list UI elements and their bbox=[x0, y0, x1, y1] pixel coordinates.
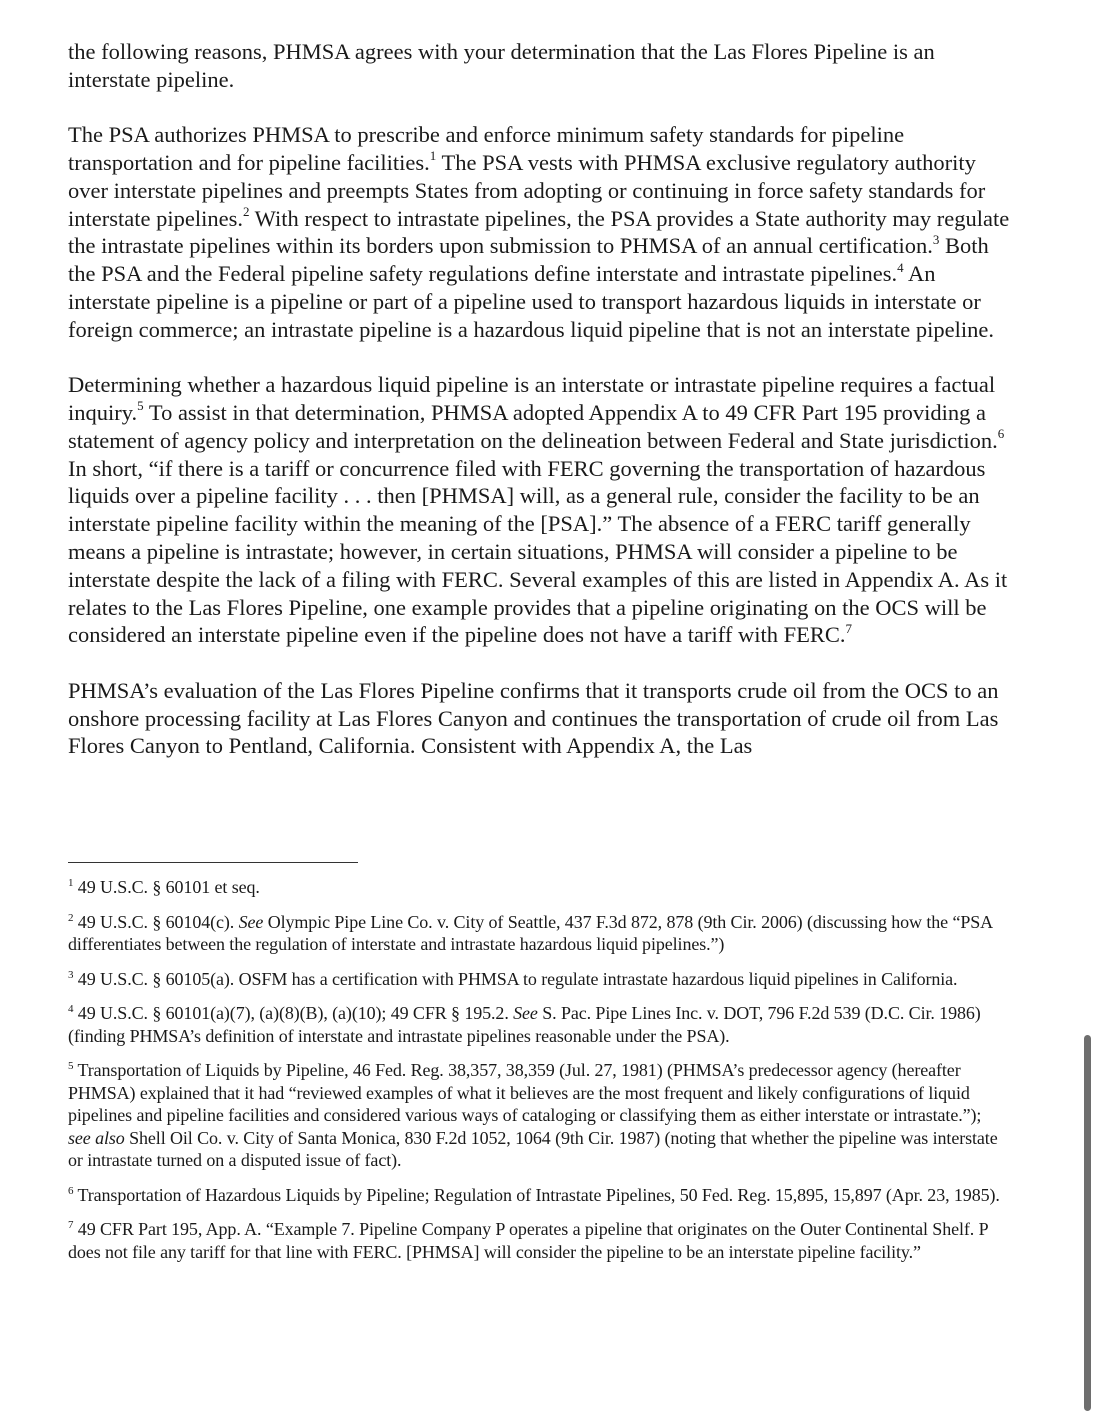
footnote-reference: 7 bbox=[845, 620, 852, 636]
text-run: Shell Oil Co. v. City of Santa Monica, 830 F.2d 1052, 1064 (9th Cir. 1987) (noting that whether the pipeline was interstate or intrastate turned on a disputed issue of fact). bbox=[68, 1127, 998, 1170]
footnote-reference: 5 bbox=[68, 1060, 74, 1072]
document-body bbox=[68, 38, 1018, 760]
italic-text: See bbox=[238, 911, 264, 932]
italic-text: see also bbox=[68, 1127, 125, 1148]
text-run: To assist in that determination, PHMSA adopted Appendix A to 49 CFR Part 195 providing a statement of agency policy and interpretation on the delineation between Federal and State jurisdiction. bbox=[68, 399, 998, 453]
text-run: The PSA authorizes PHMSA to prescribe and enforce minimum safety standards for pipeline transportation and for pipeline facilities. bbox=[68, 122, 905, 175]
scrollbar-thumb[interactable] bbox=[1084, 1035, 1091, 1411]
text-run: 49 U.S.C. § 60104(c). bbox=[73, 911, 239, 932]
text-run: In short, “if there is a tariff or concurrence filed with FERC governing the transportation of hazardous liquids over a pipeline facility . . . then [PHMSA] will, as a general rule, consider the facility to be an interstate pipeline facility within the meaning of the [PSA].” The absence of a FERC tariff generally means a pipeline is intrastate; however, in certain situations, PHMSA will consider a pipeline to be interstate despite the lack of a filing with FERC. Several examples of this are listed in Appendix A. As it relates to the Las Flores Pipeline, one example provides that a pipeline originating on the OCS will be considered an interstate pipeline even if the pipeline does not have a tariff with FERC. bbox=[68, 455, 1008, 648]
footnote-reference: 1 bbox=[429, 148, 437, 164]
footnote-reference: 6 bbox=[68, 1184, 74, 1197]
footnote-reference: 2 bbox=[242, 204, 250, 220]
footnote bbox=[68, 1184, 1008, 1207]
body-paragraph bbox=[68, 121, 1018, 343]
text-run: S. Pac. Pipe Lines Inc. v. DOT, 796 F.2d 539 (D.C. Cir. 1986) (finding PHMSA’s definition of interstate and intrastate pipelines reasonable under the PSA). bbox=[68, 1003, 981, 1046]
body-paragraph bbox=[68, 371, 1018, 649]
text-run: Determining whether a hazardous liquid pipeline is an interstate or intrastate pipeline requires a factual inquiry. bbox=[68, 372, 996, 425]
footnote bbox=[68, 968, 1008, 991]
footnote bbox=[68, 1218, 1008, 1263]
footnote-reference: 6 bbox=[997, 426, 1005, 442]
footnotes bbox=[68, 876, 1008, 1275]
body-paragraph bbox=[68, 677, 1018, 760]
text-run: An interstate pipeline is a pipeline or part of a pipeline used to transport hazardous liquids in interstate or foreign commerce; an intrastate pipeline is a hazardous liquid pipeline that is not an interstate pipeline. bbox=[68, 261, 994, 342]
text-run: With respect to intrastate pipelines, the PSA provides a State authority may regulate the intrastate pipelines within its borders upon submission to PHMSA of an annual certification. bbox=[68, 205, 1010, 259]
body-paragraph bbox=[68, 38, 1018, 94]
text-run: Olympic Pipe Line Co. v. City of Seattle, 437 F.3d 872, 878 (9th Cir. 2006) (discussing how the “PSA differentiates between the regulation of interstate and intrastate hazardous liquid pipelines.”) bbox=[68, 911, 993, 954]
text-run: PHMSA’s evaluation of the Las Flores Pipeline confirms that it transports crude oil from the OCS to an onshore processing facility at Las Flores Canyon and continues the transportation of crude oil from Las Flores Canyon to Pentland, California. Consistent with Appendix A, the Las bbox=[68, 677, 999, 759]
text-run: 49 U.S.C. § 60101 et seq. bbox=[73, 877, 260, 897]
footnote-reference: 7 bbox=[68, 1219, 74, 1231]
footnote-reference: 3 bbox=[68, 968, 74, 981]
italic-text: See bbox=[513, 1003, 538, 1023]
footnote-reference: 4 bbox=[897, 259, 904, 275]
text-run: the following reasons, PHMSA agrees with your determination that the Las Flores Pipeline is an interstate pipeline. bbox=[68, 39, 935, 92]
footnote-separator bbox=[68, 862, 358, 863]
footnote-reference: 3 bbox=[932, 231, 940, 247]
footnote-reference: 4 bbox=[68, 1003, 74, 1015]
text-run: Transportation of Hazardous Liquids by Pipeline; Regulation of Intrastate Pipelines, 50 Fed. Reg. 15,895, 15,897 (Apr. 23, 1985). bbox=[73, 1184, 1000, 1205]
text-run: The PSA vests with PHMSA exclusive regulatory authority over interstate pipelines and preempts States from adopting or continuing in force safety standards for interstate pipelines. bbox=[68, 149, 986, 231]
footnote bbox=[68, 911, 1008, 956]
footnote bbox=[68, 876, 1008, 899]
text-run: 49 U.S.C. § 60105(a). OSFM has a certification with PHMSA to regulate intrastate hazardous liquid pipelines in California. bbox=[73, 968, 958, 989]
footnote bbox=[68, 1059, 1008, 1172]
footnote-reference: 2 bbox=[68, 911, 74, 924]
footnote-reference: 1 bbox=[68, 877, 74, 889]
text-run: Both the PSA and the Federal pipeline safety regulations define interstate and intrastate pipelines. bbox=[68, 233, 989, 287]
footnote-reference: 5 bbox=[137, 398, 144, 414]
text-run: Transportation of Liquids by Pipeline, 46 Fed. Reg. 38,357, 38,359 (Jul. 27, 1981) (PHMSA’s predecessor agency (hereafter PHMSA) explained that it had “reviewed examples of what it believes are the most frequent and likely configurations of liquid pipelines and pipeline facilities and considered various ways of cataloging or classifying them as either interstate or intrastate.”); bbox=[68, 1060, 982, 1125]
text-run: 49 CFR Part 195, App. A. “Example 7. Pipeline Company P operates a pipeline that originates on the Outer Continental Shelf. P does not file any tariff for that line with FERC. [PHMSA] will consider the pipeline to be an interstate pipeline facility.” bbox=[68, 1219, 988, 1262]
text-run: 49 U.S.C. § 60101(a)(7), (a)(8)(B), (a)(10); 49 CFR § 195.2. bbox=[73, 1003, 514, 1023]
footnote bbox=[68, 1002, 1008, 1047]
